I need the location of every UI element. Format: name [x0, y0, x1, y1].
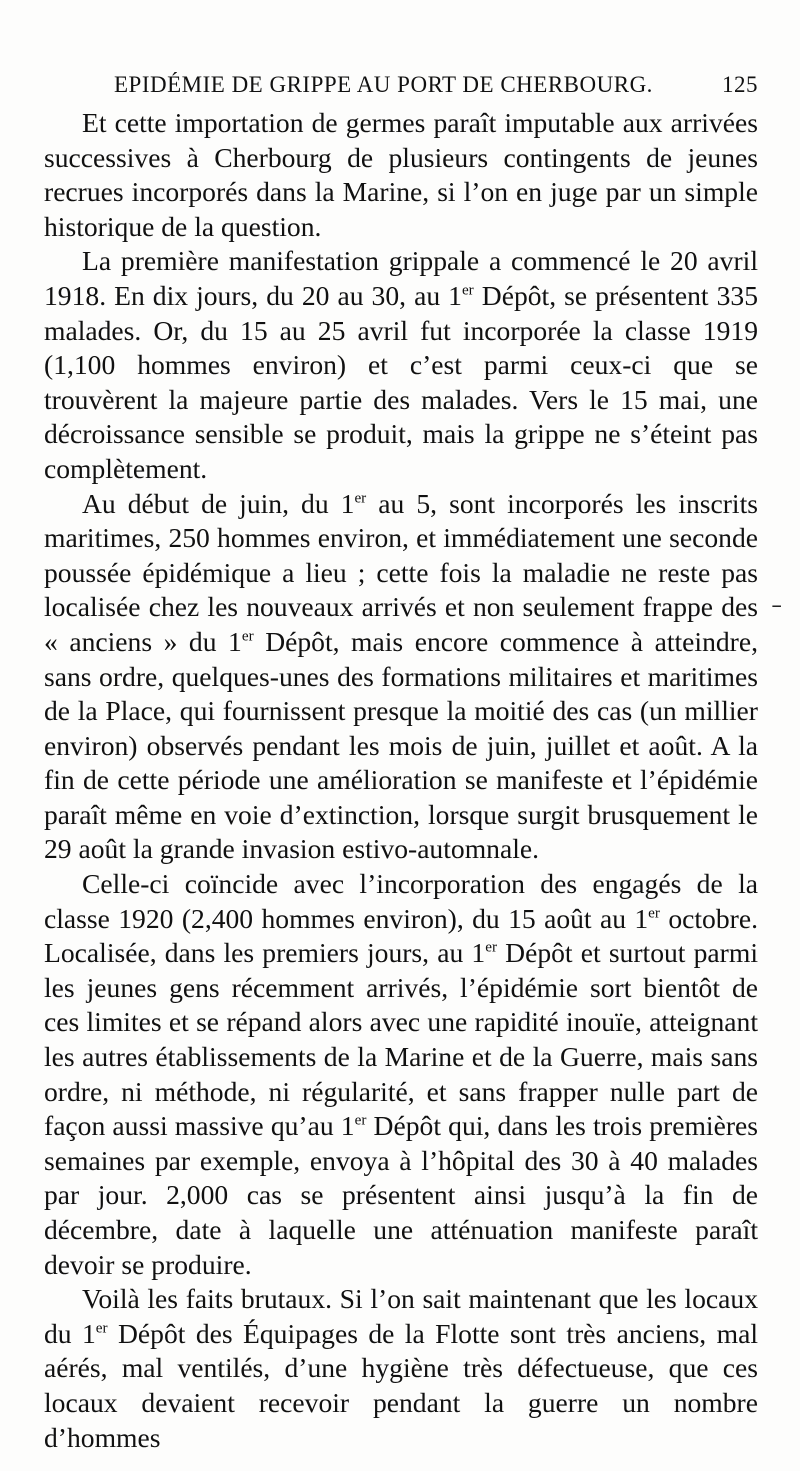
paragraph-3: Au début de juin, du 1er au 5, sont incorporés les inscrits maritimes, 250 hommes environ, et immédiatement une seconde poussée épidémique a lieu ; cette fois la maladie ne reste pas localisée chez les nouveaux arrivés et non seulement frappe des « anciens » du 1er Dépôt, mais encore commence à atteindre, sans ordre, quelques-unes des formations militaires et maritimes de la Place, qui fournissent presque la moitié des cas (un millier environ) observés pendant les mois de juin, juillet et août. A la fin de cette période une amélioration se manifeste et l’épidémie paraît même en voie d’extinction, lorsque surgit brusquement le 29 août la grande invasion estivo-automnale. [44, 487, 758, 865]
page [44, 72, 758, 1455]
page-number: 125 [722, 72, 758, 97]
paragraph-4: Celle-ci coïncide avec l’incorporation des engagés de la classe 1920 (2,400 hommes environ), du 15 août au 1er octobre. Localisée, dans les premiers jours, au 1er Dépôt et surtout parmi les jeunes gens récemment arrivés, l’épidémie sort bientôt de ces limites et se répand alors avec une rapidité inouïe, atteignant les autres établissements de la Marine et de la Guerre, mais sans ordre, ni méthode, ni régularité, et sans frapper nulle part de façon aussi massive qu’au 1er Dépôt qui, dans les trois premières semaines par exemple, envoya à l’hôpital des 30 à 40 malades par jour. 2,000 cas se présentent ainsi jusqu’à la fin de décembre, date à laquelle une atténuation manifeste paraît devoir se produire. [44, 868, 758, 1280]
running-title: EPIDÉMIE DE GRIPPE AU PORT DE CHERBOURG. [114, 72, 653, 97]
paragraph-5: Voilà les faits brutaux. Si l’on sait maintenant que les locaux du 1er Dépôt des Équipages de la Flotte sont très anciens, mal aérés, mal ventilés, d’une hygiène très défectueuse, que ces locaux devaient recevoir pendant la guerre un nombre d’hommes [44, 1283, 758, 1453]
running-header [114, 72, 758, 98]
paragraph-2: La première manifestation grippale a commencé le 20 avril 1918. En dix jours, du 20 au 30, au 1er Dépôt, se présentent 335 malades. Or, du 15 au 25 avril fut incorporée la classe 1919 (1,100 hommes environ) et c’est parmi ceux-ci que se trouvèrent la majeure partie des malades. Vers le 15 mai, une décroissance sensible se produit, mais la grippe ne s’éteint pas complètement. [44, 245, 758, 484]
margin-mark: ˗ [772, 588, 782, 619]
paragraph-1: Et cette importation de germes paraît imputable aux arrivées successives à Cherbourg de plusieurs contingents de jeunes recrues incorporés dans la Marine, si l’on en juge par un simple historique de la question. [44, 107, 758, 242]
